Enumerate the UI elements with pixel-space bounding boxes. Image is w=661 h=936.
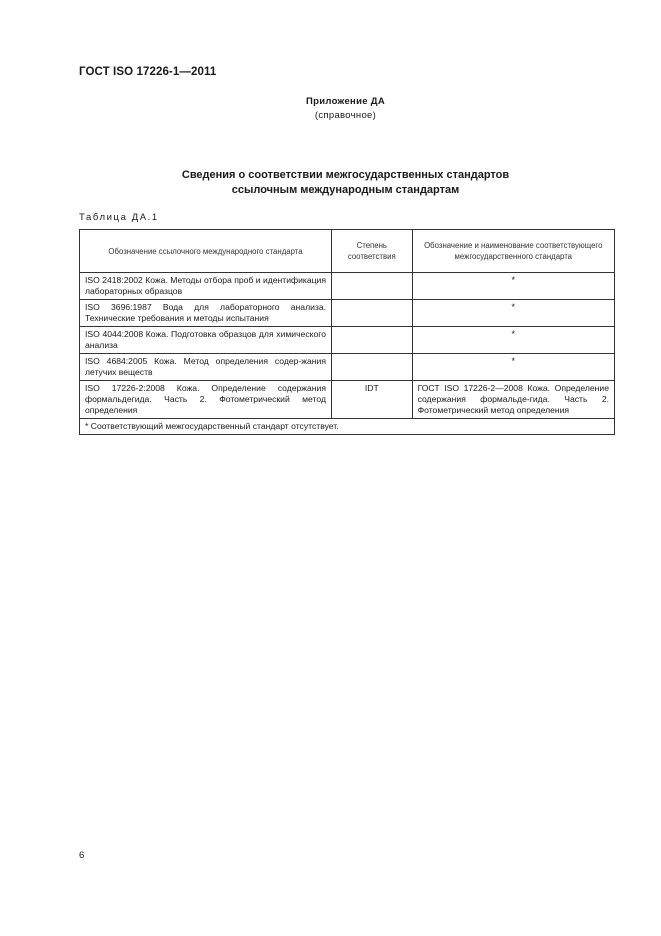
table-row <box>80 327 615 354</box>
cell-intl-standard: ISO 4684:2005 Кожа. Метод определения содер-жания летучих веществ <box>80 354 332 381</box>
correspondence-table <box>79 229 615 435</box>
table-row <box>80 300 615 327</box>
header-intl-standard: Обозначение ссылочного международного стандарта <box>80 230 332 273</box>
cell-degree: IDT <box>332 381 413 419</box>
section-title-line-2: ссылочным международным стандартам <box>231 184 460 196</box>
table-row <box>80 381 615 419</box>
cell-national-standard: ГОСТ ISO 17226-2—2008 Кожа. Определение содержания формальде-гида. Часть 2. Фотометрический метод определения <box>412 381 614 419</box>
header-degree: Степень соответствия <box>332 230 413 273</box>
cell-national-standard: * <box>412 300 614 327</box>
annex-title: Приложение ДА <box>306 96 385 107</box>
header-national-standard: Обозначение и наименование соответствующего межгосударственного стандарта <box>412 230 614 273</box>
page-number: 6 <box>79 850 85 861</box>
cell-national-standard: * <box>412 354 614 381</box>
cell-intl-standard: ISO 4044:2008 Кожа. Подготовка образцов для химического анализа <box>80 327 332 354</box>
annex-heading <box>0 95 661 123</box>
cell-degree <box>332 300 413 327</box>
table-footnote: * Соответствующий межгосударственный стандарт отсутствует. <box>80 419 615 435</box>
table-row <box>80 273 615 300</box>
table-footnote-row <box>80 419 615 435</box>
cell-degree <box>332 273 413 300</box>
document-code: ГОСТ ISO 17226-1—2011 <box>79 66 217 78</box>
cell-degree <box>332 354 413 381</box>
cell-national-standard: * <box>412 273 614 300</box>
section-title <box>0 168 661 198</box>
cell-intl-standard: ISO 2418:2002 Кожа. Методы отбора проб и идентификация лабораторных образцов <box>80 273 332 300</box>
cell-degree <box>332 327 413 354</box>
annex-subtitle: (справочное) <box>314 110 377 121</box>
cell-intl-standard: ISO 3696:1987 Вода для лабораторного анализа. Технические требования и методы испытания <box>80 300 332 327</box>
cell-intl-standard: ISO 17226-2:2008 Кожа. Определение содержания формальдегида. Часть 2. Фотометрический метод определения <box>80 381 332 419</box>
section-title-line-1: Сведения о соответствии межгосударственных стандартов <box>181 169 510 181</box>
cell-national-standard: * <box>412 327 614 354</box>
table-header-row <box>80 230 615 273</box>
table-row <box>80 354 615 381</box>
table-caption: Таблица ДА.1 <box>79 212 159 223</box>
